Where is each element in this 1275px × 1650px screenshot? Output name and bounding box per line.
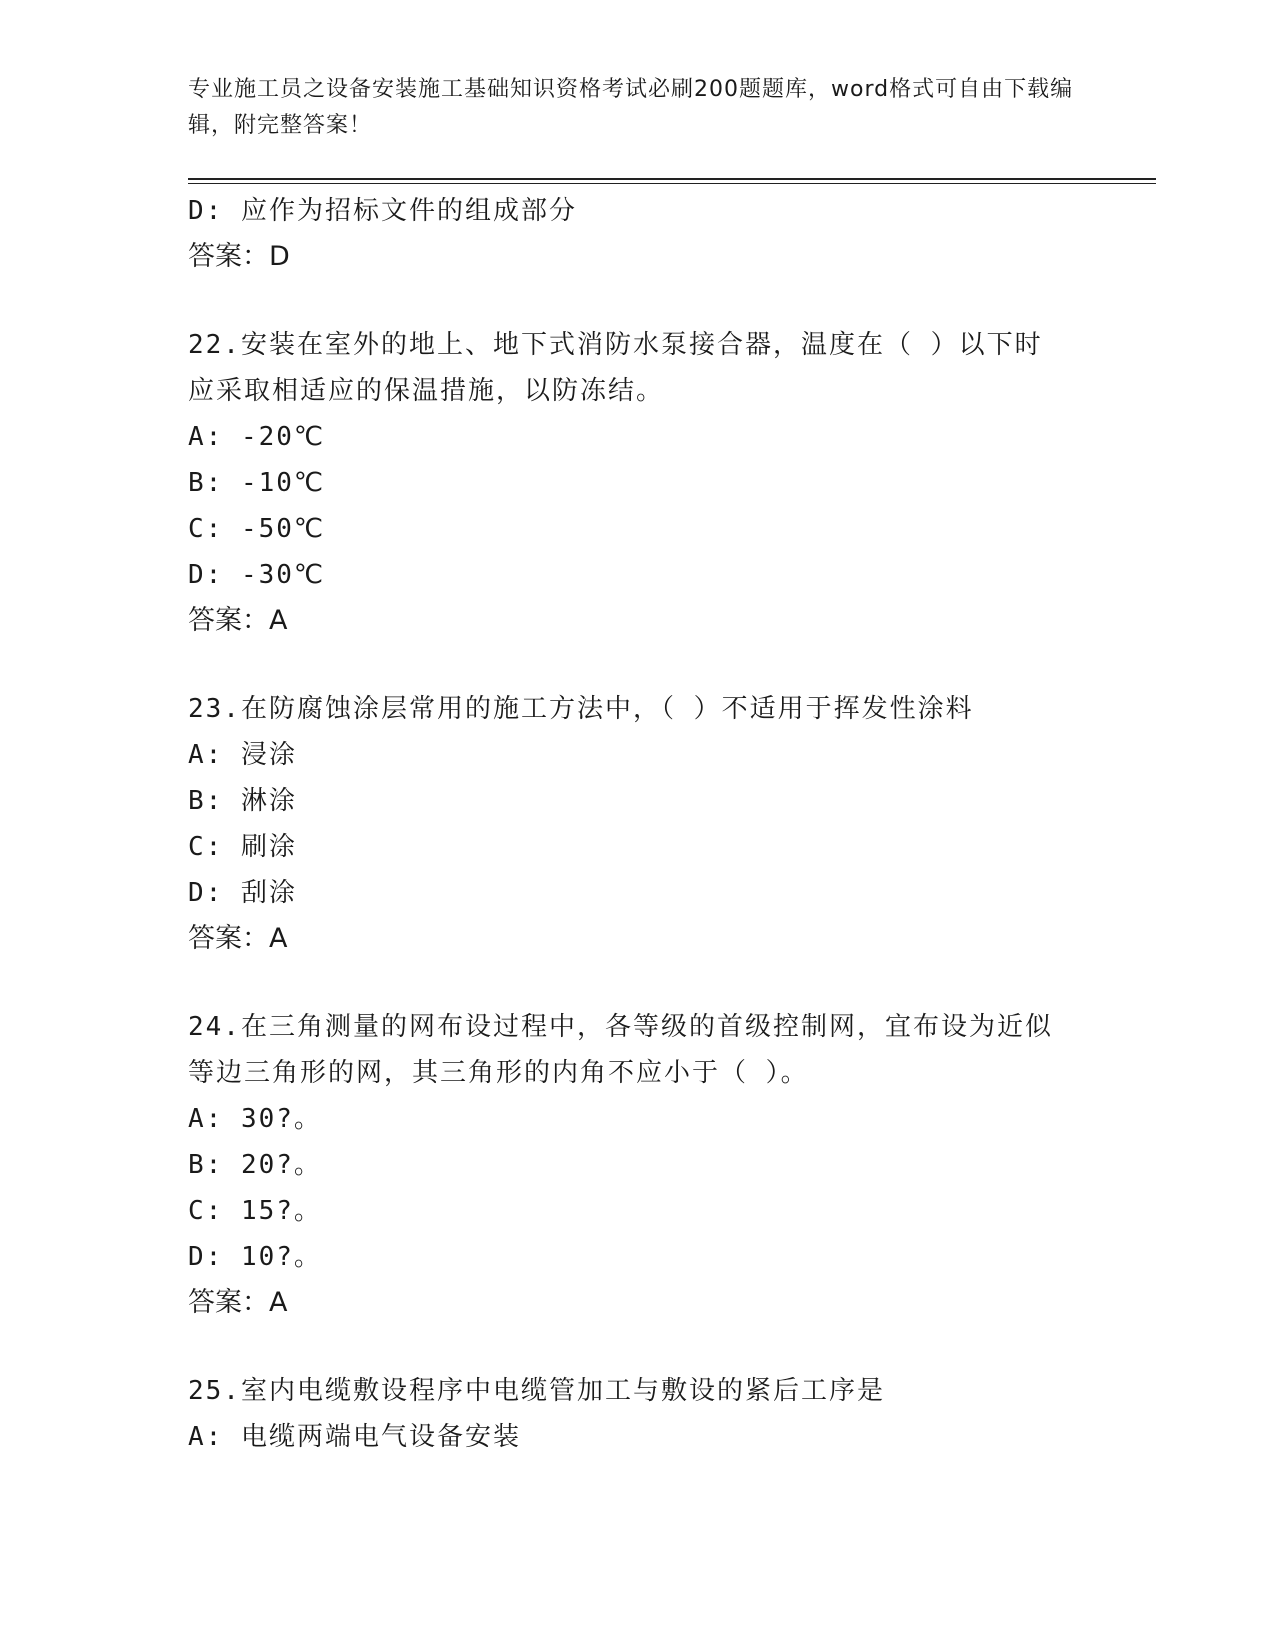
question-stem: 24.在三角测量的网布设过程中，各等级的首级控制网，宜布设为近似等边三角形的网，其三角形的内角不应小于（ ）。: [188, 1012, 1053, 1088]
header-divider-thin: [188, 183, 1156, 184]
answer: 答案：A: [188, 923, 288, 954]
option-a: A: 30?。: [188, 1104, 322, 1134]
option-d: D: 10?。: [188, 1242, 322, 1272]
option-c: C: 15?。: [188, 1196, 322, 1226]
header-divider: [188, 178, 1156, 180]
answer: 答案：A: [188, 1287, 288, 1318]
option-b: B: -10℃: [188, 468, 326, 498]
option-c: C: -50℃: [188, 514, 326, 544]
question-stem: 25.室内电缆敷设程序中电缆管加工与敷设的紧后工序是: [188, 1376, 885, 1406]
question-stem: 22.安装在室外的地上、地下式消防水泵接合器，温度在（ ）以下时应采取相适应的保温措施，以防冻结。: [188, 330, 1043, 406]
option-a: A: -20℃: [188, 422, 326, 452]
option-c: C: 刷涂: [188, 832, 297, 862]
page-header: 专业施工员之设备安装施工基础知识资格考试必刷200题题库，word格式可自由下载编辑，附完整答案！: [188, 77, 1074, 138]
answer: 答案：D: [188, 241, 290, 272]
option-d: D: 应作为招标文件的组成部分: [188, 196, 577, 226]
option-a: A: 浸涂: [188, 740, 297, 770]
question-list: [188, 188, 1088, 1460]
option-d: D: 刮涂: [188, 878, 297, 908]
option-b: B: 淋涂: [188, 786, 297, 816]
question-stem: 23.在防腐蚀涂层常用的施工方法中，（ ）不适用于挥发性涂料: [188, 694, 974, 724]
answer: 答案：A: [188, 605, 288, 636]
option-d: D: -30℃: [188, 560, 326, 590]
option-a: A: 电缆两端电气设备安装: [188, 1422, 521, 1452]
option-b: B: 20?。: [188, 1150, 322, 1180]
